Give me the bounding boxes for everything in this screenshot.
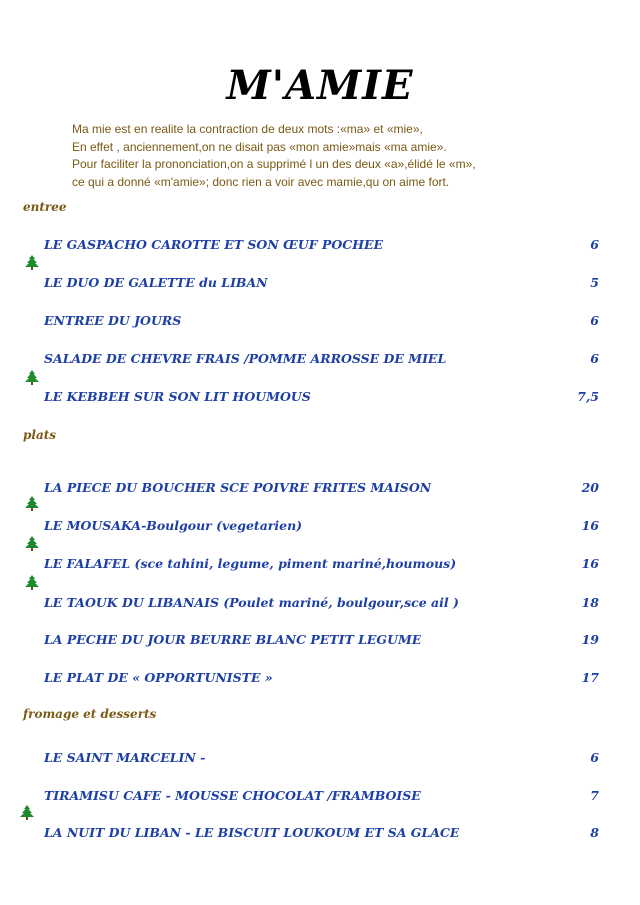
item-price: 6 (590, 749, 599, 765)
item-price: 17 (581, 669, 599, 685)
intro-line: En effet , anciennement,on ne disait pas «mon amie»mais «ma amie». (72, 139, 447, 154)
item-price: 5 (590, 274, 599, 290)
item-name: LE TAOUK DU LIBANAIS (Poulet mariné, boulgour,sce ail ) (44, 594, 459, 610)
menu-item (44, 310, 599, 330)
cedar-icon (24, 254, 40, 270)
item-price: 6 (590, 236, 599, 252)
item-name: ENTREE DU JOURS (44, 312, 182, 328)
intro-line: ce qui a donné «m'amie»; donc rien a voir avec mamie,qu on aime fort. (72, 174, 450, 189)
menu-item (44, 515, 599, 535)
item-name: LA NUIT DU LIBAN - LE BISCUIT LOUKOUM ET SA GLACE (44, 824, 460, 840)
item-name: SALADE DE CHEVRE FRAIS /POMME ARROSSE DE MIEL (44, 350, 447, 366)
menu-item (44, 747, 599, 767)
restaurant-title: M'AMIE (226, 62, 414, 109)
item-name: LE SAINT MARCELIN - (44, 749, 206, 765)
item-price: 7,5 (577, 388, 599, 404)
cedar-icon (24, 535, 40, 551)
menu-item (44, 785, 599, 805)
item-price: 18 (581, 594, 599, 610)
item-price: 19 (581, 631, 599, 647)
menu-item (44, 477, 599, 497)
section-heading-plats: plats (23, 428, 57, 442)
item-name: LA PECHE DU JOUR BEURRE BLANC PETIT LEGUME (44, 631, 422, 647)
item-price: 7 (590, 787, 599, 803)
item-price: 6 (590, 312, 599, 328)
cedar-icon (19, 804, 35, 820)
section-heading-entree: entree (23, 200, 67, 214)
item-name: LE MOUSAKA-Boulgour (vegetarien) (44, 517, 303, 533)
menu-item (44, 348, 599, 368)
cedar-icon (24, 574, 40, 590)
item-name: TIRAMISU CAFE - MOUSSE CHOCOLAT /FRAMBOISE (44, 787, 421, 803)
intro-line: Ma mie est en realite la contraction de deux mots :«ma» et «mie», (72, 122, 423, 136)
item-name: LE KEBBEH SUR SON LIT HOUMOUS (44, 388, 311, 404)
menu-item (44, 386, 599, 406)
menu-item (44, 629, 599, 649)
cedar-icon (24, 369, 40, 385)
menu-item (44, 553, 599, 573)
section-heading-desserts: fromage et desserts (23, 707, 157, 721)
item-name: LE PLAT DE « OPPORTUNISTE » (44, 669, 273, 685)
item-name: LE GASPACHO CAROTTE ET SON ŒUF POCHEE (44, 236, 384, 252)
menu-item (44, 592, 599, 612)
item-price: 16 (581, 555, 599, 571)
item-name: LA PIECE DU BOUCHER SCE POIVRE FRITES MAISON (44, 479, 432, 495)
cedar-icon (24, 495, 40, 511)
menu-item (44, 272, 599, 292)
intro-line: Pour faciliter la prononciation,on a supprimé l un des deux «a»,élidé le «m», (72, 157, 476, 171)
item-price: 6 (590, 350, 599, 366)
item-price: 20 (581, 479, 599, 495)
menu-item (44, 822, 599, 842)
item-price: 8 (590, 824, 599, 840)
menu-item (44, 667, 599, 687)
intro-paragraph (72, 122, 612, 192)
item-name: LE FALAFEL (sce tahini, legume, piment mariné,houmous) (44, 555, 457, 571)
item-name: LE DUO DE GALETTE du LIBAN (44, 274, 268, 290)
menu-item (44, 234, 599, 254)
item-price: 16 (581, 517, 599, 533)
